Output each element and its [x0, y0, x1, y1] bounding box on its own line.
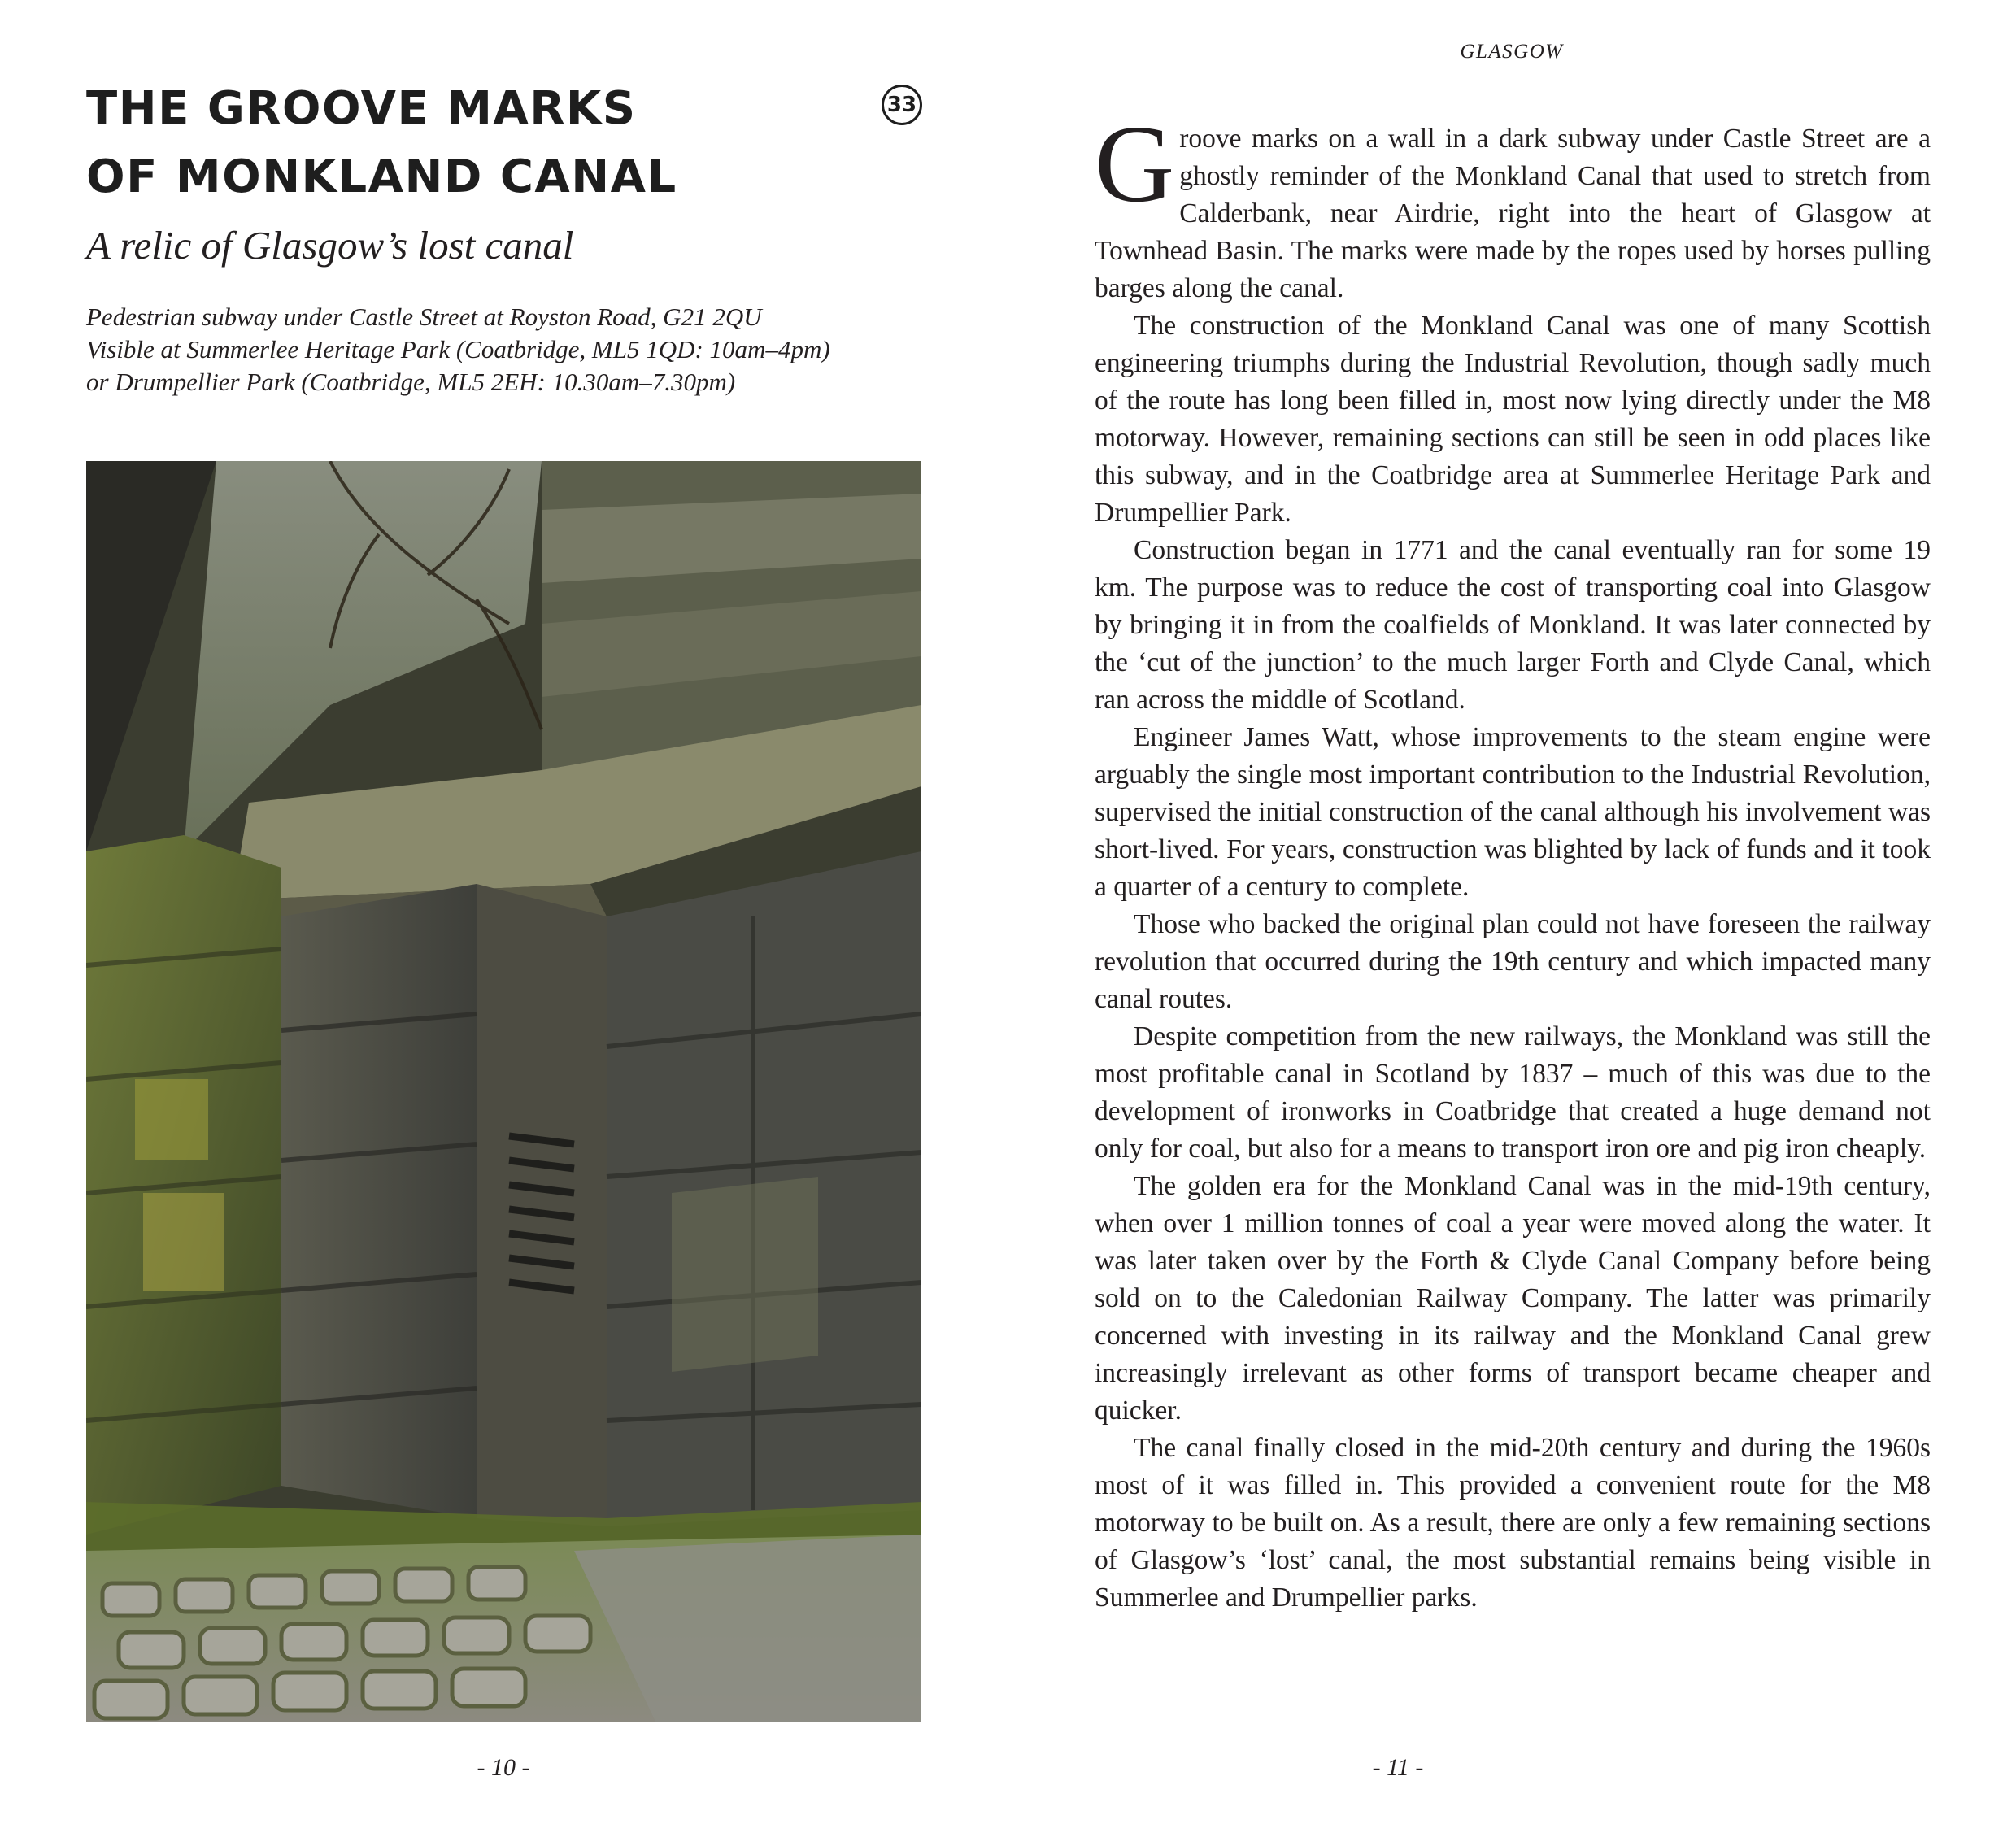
page-number-left: - 10 -: [477, 1754, 530, 1781]
entry-number-badge: 33: [882, 85, 922, 125]
running-head: GLASGOW: [1460, 41, 1564, 63]
body-paragraph-5: Those who backed the original plan could not have foreseen the railway revolution that occurred during the 19th century and which impacted many canal routes.: [1095, 909, 1931, 1014]
page-number-right: - 11 -: [1372, 1754, 1424, 1781]
location-details: [86, 301, 932, 398]
drop-cap: G: [1095, 103, 1175, 225]
location-line-3: or Drumpellier Park (Coatbridge, ML5 2EH: 10.30am–7.30pm): [86, 368, 736, 396]
article-subtitle: A relic of Glasgow’s lost canal: [86, 223, 574, 268]
photo-illustration: [86, 461, 921, 1722]
body-paragraph-8: The canal finally closed in the mid-20th century and during the 1960s most of it was filled in. This provided a convenient route for the M8 motorway to be built on. As a result, there are only a few remaining sections of Glasgow’s ‘lost’ canal, the most substantial remains being visible in Summerlee and Drumpellier parks.: [1095, 1433, 1931, 1613]
location-line-2: Visible at Summerlee Heritage Park (Coatbridge, ML5 1QD: 10am–4pm): [86, 335, 830, 363]
body-paragraph-7: The golden era for the Monkland Canal was in the mid-19th century, when over 1 million tonnes of coal a year were moved along the water. It was later taken over by the Forth & Clyde Canal Company before being sold on to the Caledonian Railway Company. The latter was primarily concerned with investing in its railway and the Monkland Canal grew increasingly irrelevant as other forms of transport became cheaper and quicker.: [1095, 1171, 1931, 1426]
paragraph-1-text: roove marks on a wall in a dark subway under Castle Street are a ghostly reminder of the Monkland Canal that used to stretch from Calderbank, near Airdrie, right into the heart of Glasgow at Townhead Basin. The marks were made by the ropes used by horses pulling barges along the canal.: [1095, 124, 1931, 303]
body-paragraph-2: The construction of the Monkland Canal was one of many Scottish engineering triumphs during the Industrial Revolution, though sadly much of the route has long been filled in, most now lying directly under the M8 motorway. However, remaining sections can still be seen in odd places like this subway, and in the Coatbridge area at Summerlee Heritage Park and Drumpellier Park.: [1095, 311, 1931, 528]
body-paragraph-6: Despite competition from the new railways, the Monkland was still the most profitable canal in Scotland by 1837 – much of this was due to the development of ironworks in Coatbridge that created a huge demand not only for coal, but also for a means to transport iron ore and pig iron cheaply.: [1095, 1021, 1931, 1164]
canal-subway-photo: [86, 461, 921, 1722]
article-title: [86, 75, 818, 211]
body-paragraph-4: Engineer James Watt, whose improvements to the steam engine were arguably the single most important contribution to the Industrial Revolution, supervised the initial construction of the canal although his involvement was short-lived. For years, construction was blighted by lack of funds and it took a quarter of a century to complete.: [1095, 722, 1931, 902]
title-line-2: OF MONKLAND CANAL: [86, 150, 677, 203]
location-line-1: Pedestrian subway under Castle Street at Royston Road, G21 2QU: [86, 303, 762, 331]
article-body: [1095, 103, 1931, 1617]
body-paragraph-1: [1095, 103, 1931, 307]
title-line-1: THE GROOVE MARKS: [86, 82, 637, 135]
body-paragraph-3: Construction began in 1771 and the canal eventually ran for some 19 km. The purpose was to reduce the cost of transporting coal into Glasgow by bringing it in from the coalfields of Monkland. It was later connected by the ‘cut of the junction’ to the much larger Forth and Clyde Canal, which ran across the middle of Scotland.: [1095, 535, 1931, 715]
